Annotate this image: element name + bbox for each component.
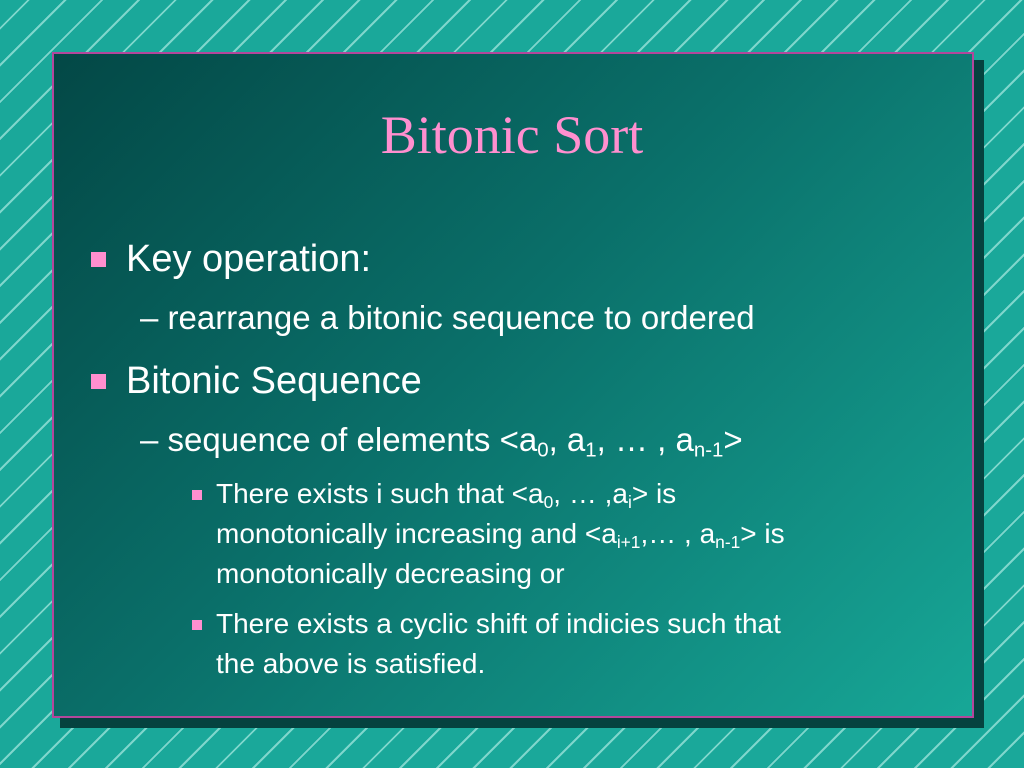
small-bullet-square-icon: [192, 490, 202, 500]
sub-sub-bullet-1-line-2: monotonically increasing and $<a_{i+1},\dots$ , $a_{n-1}>$ is: [216, 518, 785, 552]
sub-bullet-rearrange: [140, 298, 755, 338]
sub-bullet-sequence-of-elements: [140, 420, 743, 460]
bullet-key-operation: Key operation:: [126, 238, 372, 280]
dash-marker: –: [140, 299, 159, 336]
small-bullet-square-icon: [192, 620, 202, 630]
bullet-square-icon: [91, 374, 106, 389]
sub-sub-bullet-2-line-2: the above is satisfied.: [216, 648, 486, 679]
slide-title: Bitonic Sort: [380, 105, 644, 165]
bullet-square-icon: [91, 252, 106, 267]
sequence-text: sequence of elements $<a_0$, $a_1$, … , $a_{n-1}>$: [167, 421, 743, 462]
sub-sub-bullet-1-line-1: There exists i such that $<a_0$, … $,a_i>$ is: [216, 478, 677, 512]
sub-bullet-text: rearrange a bitonic sequence to ordered: [167, 299, 755, 336]
dash-marker: –: [140, 421, 159, 458]
bullet-bitonic-sequence: Bitonic Sequence: [126, 360, 422, 402]
sub-sub-bullet-2-line-1: There exists a cyclic shift of indicies such that: [216, 608, 781, 639]
sub-sub-bullet-1-line-3: monotonically decreasing or: [216, 558, 565, 589]
